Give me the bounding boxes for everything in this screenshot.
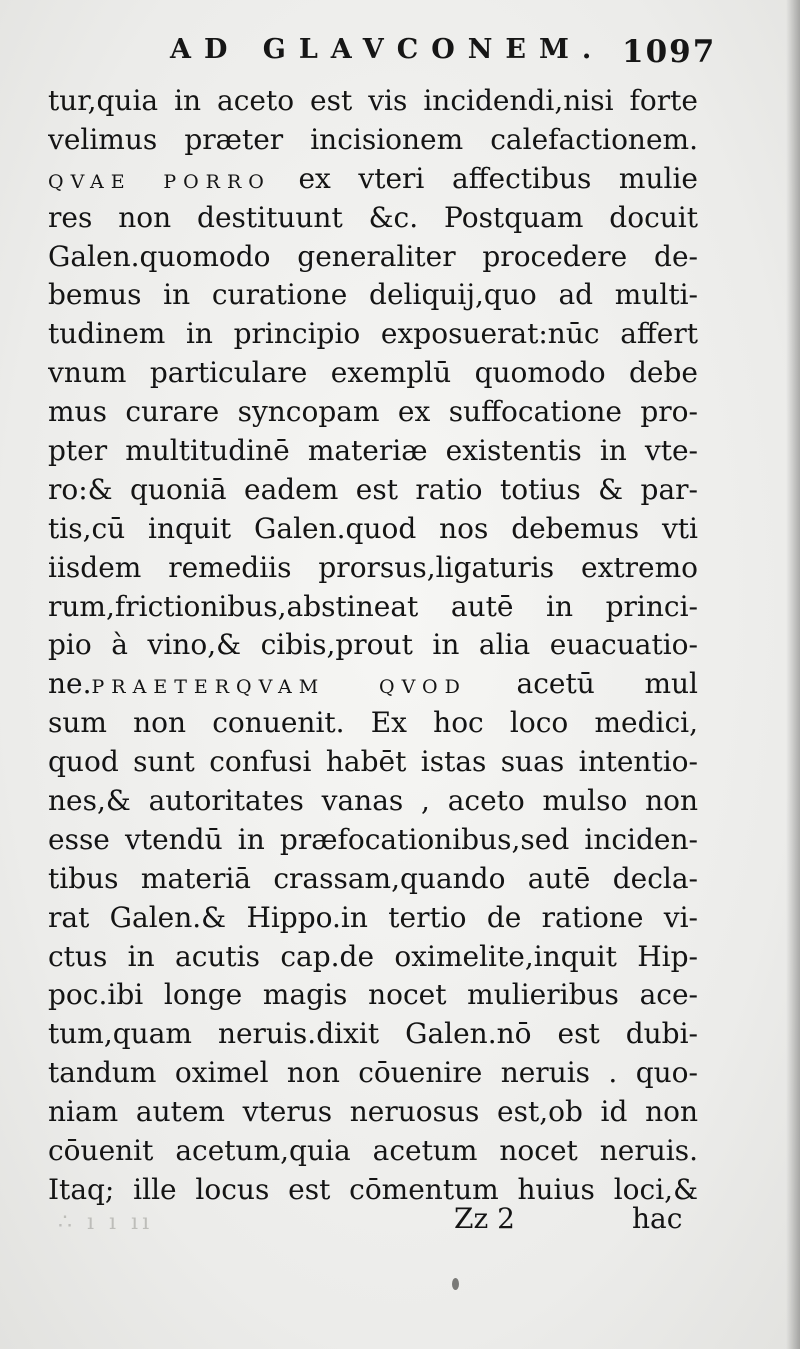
text-line xyxy=(48,588,698,627)
text-line xyxy=(48,199,698,238)
text-line xyxy=(48,1171,698,1210)
text-segment: tandum oximel non cōuenire neruis . quo- xyxy=(48,1056,698,1090)
text-segment: quod sunt confusi habēt istas suas intentio- xyxy=(48,745,698,779)
text-segment: pio à vino,& cibis,prout in alia euacuatio- xyxy=(48,628,698,662)
text-segment: Galen.quomodo generaliter procedere de- xyxy=(48,239,698,273)
text-line xyxy=(48,782,698,821)
text-segment: pter multitudinē materiæ existentis in vte- xyxy=(48,434,698,468)
text-line xyxy=(48,860,698,899)
text-segment: rat Galen.& Hippo.in tertio de ratione vi- xyxy=(48,900,698,934)
text-line xyxy=(48,1054,698,1093)
text-segment: sum non conuenit. Ex hoc loco medici, xyxy=(48,706,698,740)
text-line xyxy=(48,315,698,354)
text-line xyxy=(48,1132,698,1171)
catchword: hac xyxy=(632,1202,683,1235)
text-segment: cōuenit acetum,quia acetum nocet neruis. xyxy=(48,1134,698,1168)
text-line xyxy=(48,704,698,743)
text-segment: ex vteri affectibus mulie xyxy=(270,161,698,195)
text-line xyxy=(48,354,698,393)
text-line xyxy=(48,821,698,860)
text-line xyxy=(48,121,698,160)
text-segment: bemus in curatione deliquij,quo ad multi- xyxy=(48,278,698,312)
text-segment: res non destituunt &c. Postquam docuit xyxy=(48,200,698,234)
text-segment: tum,quam neruis.dixit Galen.nō est dubi- xyxy=(48,1017,698,1051)
text-line xyxy=(48,160,698,199)
text-line xyxy=(48,510,698,549)
text-line xyxy=(48,393,698,432)
text-segment: esse vtendū in præfocationibus,sed inciden- xyxy=(48,822,698,856)
text-line xyxy=(48,1015,698,1054)
small-caps-lemma: QVAE PORRO xyxy=(48,170,271,193)
text-line xyxy=(48,471,698,510)
text-segment: mus curare syncopam ex suffocatione pro- xyxy=(48,395,698,429)
text-segment: velimus præter incisionem calefactionem. xyxy=(48,122,698,156)
text-segment: tis,cū inquit Galen.quod nos debemus vti xyxy=(48,511,698,545)
text-segment: rum,frictionibus,abstineat autē in princi- xyxy=(48,589,698,623)
text-segment: niam autem vterus neruosus est,ob id non xyxy=(48,1095,698,1129)
text-segment: nes,& autoritates vanas , aceto mulso non xyxy=(48,784,698,818)
text-line xyxy=(48,276,698,315)
text-segment: tur,quia in aceto est vis incidendi,nisi forte xyxy=(48,84,698,117)
text-line xyxy=(48,549,698,588)
text-segment: tibus materiā crassam,quando autē decla- xyxy=(48,861,698,895)
text-line xyxy=(48,238,698,277)
running-head: AD GLAVCONEM. xyxy=(170,34,605,65)
text-segment: Itaq; ille locus est cōmentum huius loci,& xyxy=(48,1172,698,1206)
signature-mark: Zz 2 xyxy=(454,1202,515,1235)
text-segment: poc.ibi longe magis nocet mulieribus ace- xyxy=(48,978,698,1012)
text-segment: tudinem in principio exposuerat:nūc affert xyxy=(48,317,698,351)
ink-speck xyxy=(452,1278,459,1290)
text-line xyxy=(48,432,698,471)
page-edge-shadow xyxy=(786,0,800,1349)
text-line xyxy=(48,938,698,977)
text-line xyxy=(48,82,698,121)
page-header xyxy=(0,34,800,84)
text-line xyxy=(48,976,698,1015)
bleed-through-marks: ∴ ı ı ıı xyxy=(58,1210,154,1235)
text-segment: vnum particulare exemplū quomodo debe xyxy=(48,356,698,390)
text-segment: ro:& quoniā eadem est ratio totius & par- xyxy=(48,472,698,506)
text-line xyxy=(48,1093,698,1132)
small-caps-lemma: PRAETERQVAM QVOD xyxy=(91,676,467,699)
text-segment: acetū mul xyxy=(466,667,698,701)
text-body xyxy=(48,82,698,1210)
text-line xyxy=(48,743,698,782)
text-line xyxy=(48,899,698,938)
page-number: 1097 xyxy=(622,34,717,70)
text-segment: iisdem remediis prorsus,ligaturis extremo xyxy=(48,550,698,584)
text-line xyxy=(48,626,698,665)
text-segment: ne. xyxy=(48,667,92,701)
text-segment: ctus in acutis cap.de oximelite,inquit Hip- xyxy=(48,939,698,973)
text-line xyxy=(48,665,698,704)
